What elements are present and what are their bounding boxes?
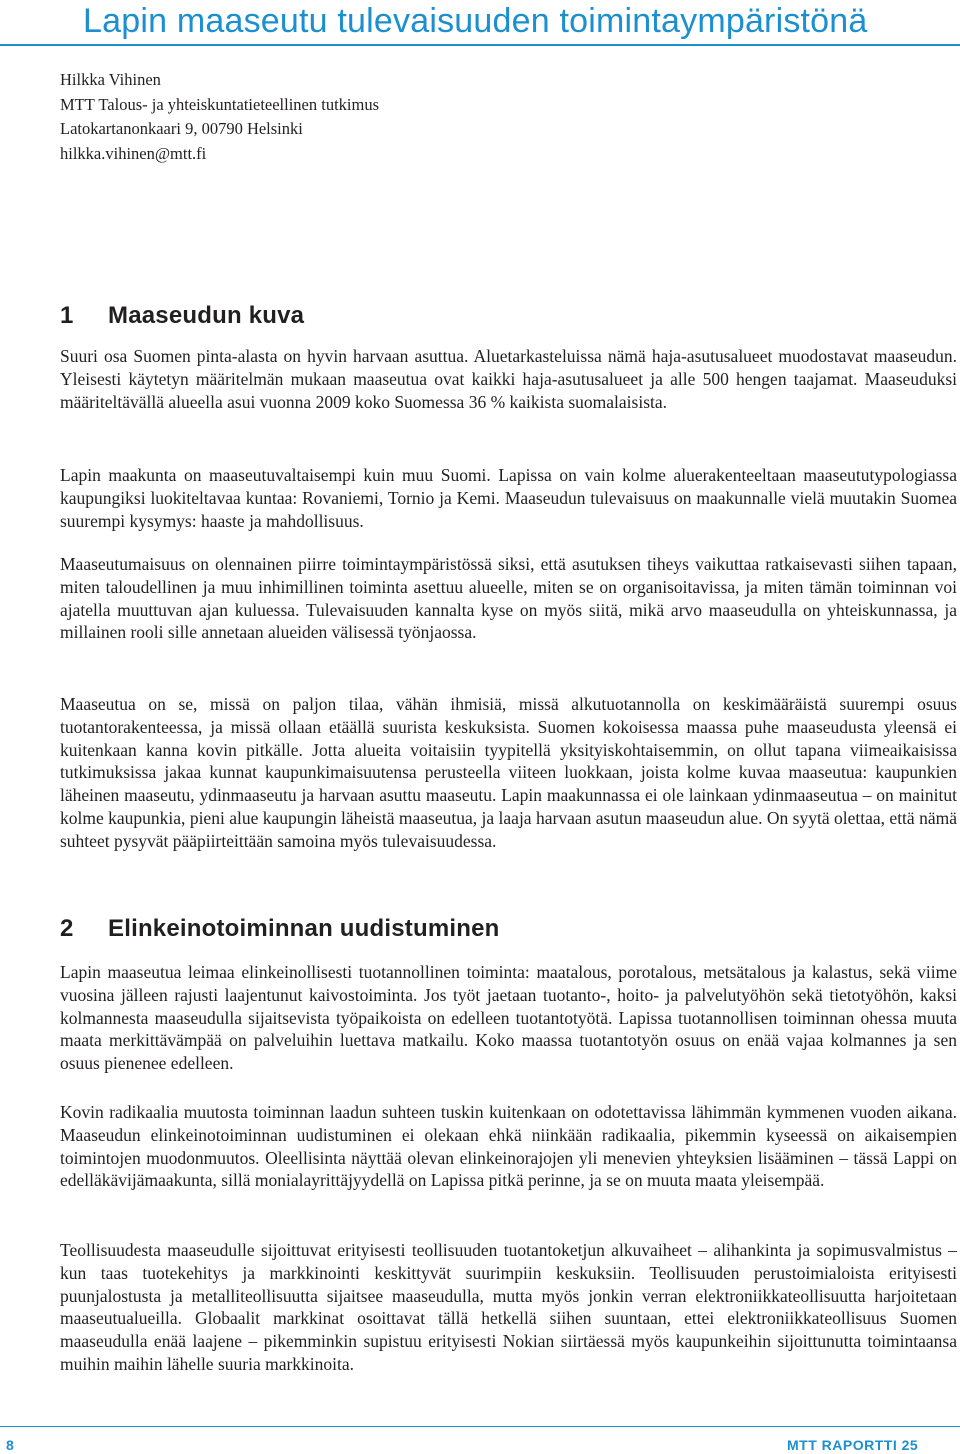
author-block (60, 68, 660, 167)
footer-divider (0, 1426, 960, 1427)
paragraph: Kovin radikaalia muutosta toiminnan laadun suhteen tuskin kuitenkaan on odotettavissa lähimmän kymmenen vuoden aikana. Maaseudun elinkeinotoiminnan uudistuminen ei olekaan ehkä niinkään radikaalia, pikemmin kyseessä on aikaisempien toimintojen muodonmuutos. Oleellisinta näyttää olevan elinkeinorajojen yli menevien yhteyksien lisääminen – tässä Lappi on edelläkävijämaakunta, sillä monialayrittäjyydellä on Lapissa pitkä perinne, ja se on muuta maata yleisempää. (60, 1102, 957, 1191)
paragraph: Maaseutua on se, missä on paljon tilaa, vähän ihmisiä, missä alkutuotannolla on keskimääräistä suurempi osuus tuotantorakenteessa, ja missä ollaan etäällä suurista keskuksista. Suomen kokoisessa maassa puhe maaseudusta yleensä ei kuitenkaan kanna kovin pitkälle. Jotta alueita voitaisiin tyypitellä yksityiskohtaisemmin, on ollut tapana viimeaikaisissa tutkimuksissa jakaa kunnat kaupunkimaisuutensa perusteella viiteen luokkaan, joista kolme kuvaa maaseutua: kaupunkien läheinen maaseutu, ydinmaaseutu ja harvaan asuttu maaseutu. Lapin maakunnassa ei ole lainkaan ydinmaaseutua – on mainitut kolme kaupunkia, pieni alue kaupungin läheistä maaseutua, ja laaja harvaan asutun maaseudun alue. On syytä olettaa, että nämä suhteet pysyvät pääpiirteittään samoina myös tulevaisuudessa. (60, 694, 957, 851)
title-divider (0, 44, 960, 46)
author-address: Latokartanonkaari 9, 00790 Helsinki (60, 119, 303, 139)
section-heading (60, 915, 500, 943)
author-email: hilkka.vihinen@mtt.fi (60, 144, 207, 164)
author-organization: MTT Talous- ja yhteiskuntatieteellinen tutkimus (60, 94, 380, 114)
paragraph: Teollisuudesta maaseudulle sijoittuvat erityisesti teollisuuden tuotantoketjun alkuvaiheet – alihankinta ja sopimusvalmistus – kun taas tuotekehitys ja markkinointi keskittyvät suurimpiin keskuksiin. Teollisuuden perustoimialoista erityisesti puunjalostusta ja metalliteollisuutta sijaitsee maaseudulla, mutta myös jonkin verran elektroniikkateollisuutta harjoitetaan maaseutualueilla. Globaalit markkinat osoittavat tällä hetkellä siihen suuntaan, ettei elektroniikkateollisuus Suomen maaseudulla enää laajene – pikemminkin supistuu erityisesti Nokian siirtäessä myös kaupunkeihin sijoittunutta toimintaansa muihin maihin lähelle suuria markkinoita. (60, 1240, 957, 1374)
paragraph: Lapin maakunta on maaseutuvaltaisempi kuin muu Suomi. Lapissa on vain kolme aluerakenteeltaan maaseututypologiassa kaupungiksi luokiteltavaa kuntaa: Rovaniemi, Tornio ja Kemi. Maaseudun tulevaisuus on maakunnalle vielä muutakin Suomea suurempi kysymys: haaste ja mahdollisuus. (60, 465, 957, 531)
section-number: 1 (60, 302, 74, 329)
author-name: Hilkka Vihinen (60, 70, 161, 89)
report-series: MTT RAPORTTI 25 (787, 1437, 919, 1453)
section-title: Elinkeinotoiminnan uudistuminen (108, 915, 500, 942)
page-title: Lapin maaseutu tulevaisuuden toimintaympäristönä (83, 2, 868, 40)
paragraph: Maaseutumaisuus on olennainen piirre toimintaympäristössä siksi, että asutuksen tiheys vaikuttaa ratkaisevasti siihen tapaan, miten taloudellinen ja muu inhimillinen toiminta asettuu alueelle, miten se on organisoitavissa, ja miten tämän toiminnan voi ajatella muuttuvan ajan kuluessa. Tulevaisuuden kannalta kyse on myös siitä, mikä arvo maaseudulla on yhteiskunnassa, ja millainen rooli sille annetaan alueiden välisessä työnjaossa. (60, 554, 957, 643)
section-title: Maaseudun kuva (108, 302, 305, 329)
page-number: 8 (6, 1437, 15, 1453)
section-heading (60, 302, 304, 330)
section-number: 2 (60, 915, 74, 942)
paragraph: Suuri osa Suomen pinta-alasta on hyvin harvaan asuttua. Aluetarkasteluissa nämä haja-asutusalueet muodostavat maaseudun. Yleisesti käytetyn määritelmän mukaan maaseutua ovat kaikki haja-asutusalueet ja alle 500 hengen taajamat. Maaseuduksi määriteltävällä alueella asui vuonna 2009 koko Suomessa 36 % kaikista suomalaisista. (60, 346, 957, 412)
paragraph: Lapin maaseutua leimaa elinkeinollisesti tuotannollinen toiminta: maatalous, porotalous, metsätalous ja kalastus, sekä viime vuosina jälleen rajusti laajentunut kaivostoiminta. Jos työt jaetaan tuotanto-, hoito- ja palvelutyöhön sekä tietotyöhön, kaksi kolmannesta maaseudulla sijaitsevista työpaikoista on edelleen tuotantotyötä. Lapissa tuotannollisen toiminnan ohessa muuta maata merkittävämpää on palveluihin luettava matkailu. Koko maassa tuotantotyön osuus on enää vajaa kolmannes ja sen osuus pienenee edelleen. (60, 962, 957, 1074)
